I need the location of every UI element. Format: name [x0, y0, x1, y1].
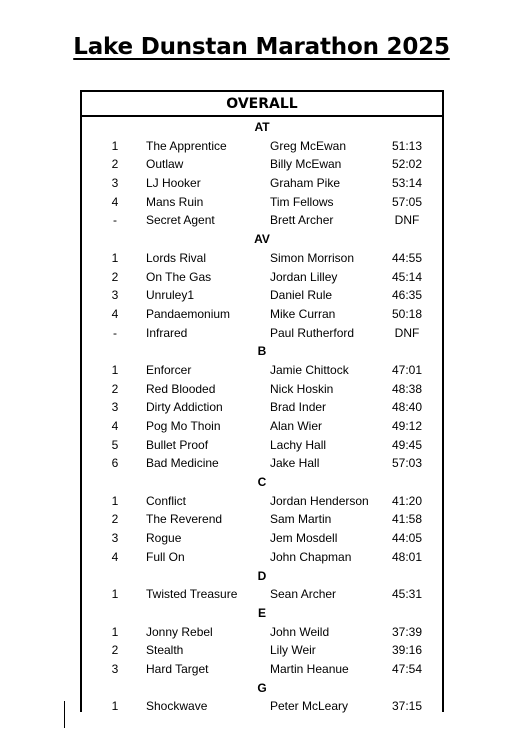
- table-row: [82, 174, 442, 193]
- time-cell: 45:31: [391, 587, 423, 602]
- time-cell: 51:13: [391, 138, 423, 153]
- position-cell: 4: [111, 306, 119, 321]
- table-row: [82, 641, 442, 660]
- entry-name-cell: Secret Agent: [146, 213, 215, 228]
- table-row: [82, 361, 442, 380]
- time-cell: DNF: [394, 325, 420, 340]
- driver-cell: John Chapman: [270, 549, 352, 564]
- driver-cell: Mike Curran: [270, 306, 336, 321]
- driver-cell: Lily Weir: [270, 643, 316, 658]
- driver-cell: Billy McEwan: [270, 157, 342, 172]
- position-cell: 3: [111, 176, 119, 191]
- entry-name-cell: LJ Hooker: [146, 176, 201, 191]
- driver-cell: Daniel Rule: [270, 288, 333, 303]
- driver-cell: Peter McLeary: [270, 699, 349, 714]
- entry-name-cell: Bad Medicine: [146, 456, 219, 471]
- entry-name-cell: Twisted Treasure: [146, 587, 238, 602]
- time-cell: 48:01: [391, 549, 423, 564]
- position-cell: 3: [111, 531, 119, 546]
- position-cell: 1: [111, 587, 119, 602]
- driver-cell: Brett Archer: [270, 213, 334, 228]
- class-header: AV: [254, 232, 270, 247]
- time-cell: 49:45: [391, 437, 423, 452]
- table-row: [82, 548, 442, 567]
- entry-name-cell: Bullet Proof: [146, 437, 209, 452]
- entry-name-cell: Rogue: [146, 531, 182, 546]
- driver-cell: Nick Hoskin: [270, 381, 334, 396]
- entry-name-cell: Jonny Rebel: [146, 624, 213, 639]
- position-cell: 2: [111, 643, 119, 658]
- table-row: [82, 193, 442, 212]
- results-body: [82, 117, 442, 716]
- position-cell: 3: [111, 288, 119, 303]
- driver-cell: Alan Wier: [270, 419, 323, 433]
- table-row: [82, 324, 442, 343]
- time-cell: 44:05: [391, 531, 423, 546]
- driver-cell: Lachy Hall: [270, 437, 327, 452]
- table-row: [82, 436, 442, 455]
- time-cell: 39:16: [391, 643, 423, 658]
- entry-name-cell: Red Blooded: [146, 381, 216, 396]
- position-cell: -: [113, 213, 117, 228]
- driver-cell: John Weild: [270, 624, 330, 639]
- text-cursor: [64, 701, 65, 728]
- driver-cell: Greg McEwan: [270, 138, 347, 153]
- table-row: [82, 623, 442, 642]
- driver-cell: Jem Mosdell: [270, 531, 338, 546]
- driver-cell: Sam Martin: [270, 512, 332, 527]
- class-header: E: [257, 605, 266, 620]
- entry-name-cell: Full On: [146, 549, 185, 564]
- time-cell: 57:03: [391, 456, 423, 471]
- entry-name-cell: Infrared: [146, 325, 188, 340]
- position-cell: 3: [111, 661, 119, 676]
- time-cell: 41:58: [391, 512, 423, 527]
- table-row: [82, 492, 442, 511]
- driver-cell: Paul Rutherford: [270, 325, 355, 340]
- driver-cell: Graham Pike: [270, 176, 341, 191]
- position-cell: -: [113, 325, 117, 340]
- table-row: [82, 398, 442, 417]
- entry-name-cell: On The Gas: [146, 269, 212, 284]
- entry-name-cell: Pandaemonium: [146, 306, 231, 321]
- entry-name-cell: Pog Mo Thoin: [146, 419, 221, 433]
- driver-cell: Martin Heanue: [270, 661, 349, 676]
- document-title: Lake Dunstan Marathon 2025: [73, 34, 450, 60]
- table-row: [82, 155, 442, 174]
- position-cell: 1: [111, 138, 119, 153]
- results-table: [80, 90, 444, 712]
- table-row: [82, 417, 442, 436]
- entry-name-cell: Stealth: [146, 643, 184, 658]
- driver-cell: Sean Archer: [270, 587, 337, 602]
- table-row: [82, 585, 442, 604]
- driver-cell: Jake Hall: [270, 456, 320, 471]
- entry-name-cell: The Reverend: [146, 512, 223, 527]
- position-cell: 1: [111, 699, 119, 714]
- time-cell: DNF: [394, 213, 420, 228]
- table-row: [82, 454, 442, 473]
- entry-name-cell: The Apprentice: [146, 138, 227, 153]
- time-cell: 57:05: [391, 194, 423, 209]
- driver-cell: Brad Inder: [270, 400, 327, 415]
- position-cell: 3: [111, 400, 119, 415]
- time-cell: 37:39: [391, 624, 423, 639]
- driver-cell: Jordan Henderson: [270, 493, 369, 508]
- entry-name-cell: Unruley1: [146, 288, 195, 303]
- time-cell: 41:20: [391, 493, 423, 508]
- entry-name-cell: Shockwave: [146, 699, 208, 714]
- position-cell: 1: [111, 624, 119, 639]
- position-cell: 6: [111, 456, 119, 471]
- time-cell: 47:54: [391, 661, 423, 676]
- time-cell: 37:15: [391, 699, 423, 714]
- entry-name-cell: Lords Rival: [146, 250, 207, 265]
- class-header: AT: [254, 120, 270, 134]
- position-cell: 4: [111, 419, 119, 433]
- entry-name-cell: Hard Target: [146, 661, 209, 676]
- table-row: [82, 305, 442, 324]
- table-row: [82, 660, 442, 679]
- driver-cell: Jordan Lilley: [270, 269, 338, 284]
- table-row: [82, 249, 442, 268]
- time-cell: 44:55: [391, 250, 423, 265]
- driver-cell: Jamie Chittock: [270, 362, 349, 377]
- table-row: [82, 268, 442, 287]
- time-cell: 46:35: [391, 288, 423, 303]
- table-row: [82, 697, 442, 716]
- entry-name-cell: Outlaw: [146, 157, 184, 172]
- table-row: [82, 211, 442, 230]
- time-cell: 52:02: [391, 157, 423, 172]
- class-header: G: [257, 680, 267, 695]
- time-cell: 50:18: [391, 306, 423, 321]
- time-cell: 47:01: [391, 362, 423, 377]
- driver-cell: Tim Fellows: [270, 194, 334, 209]
- entry-name-cell: Mans Ruin: [146, 194, 204, 209]
- table-row: [82, 380, 442, 399]
- position-cell: 2: [111, 157, 119, 172]
- entry-name-cell: Conflict: [146, 493, 187, 508]
- position-cell: 2: [111, 269, 119, 284]
- class-header: C: [257, 475, 267, 490]
- position-cell: 2: [111, 381, 119, 396]
- entry-name-cell: Enforcer: [146, 362, 192, 377]
- entry-name-cell: Dirty Addiction: [146, 400, 223, 415]
- position-cell: 4: [111, 549, 119, 564]
- class-header: B: [257, 344, 267, 359]
- table-row: [82, 510, 442, 529]
- position-cell: 2: [111, 512, 119, 527]
- position-cell: 1: [111, 493, 119, 508]
- position-cell: 4: [111, 194, 119, 209]
- table-row: [82, 286, 442, 305]
- driver-cell: Simon Morrison: [270, 250, 355, 265]
- time-cell: 53:14: [391, 176, 423, 191]
- table-row: [82, 529, 442, 548]
- position-cell: 1: [111, 250, 119, 265]
- table-row: [82, 137, 442, 156]
- class-header: D: [257, 568, 267, 583]
- position-cell: 1: [111, 362, 119, 377]
- position-cell: 5: [111, 437, 119, 452]
- time-cell: 48:38: [391, 381, 423, 396]
- time-cell: 49:12: [391, 419, 423, 433]
- time-cell: 48:40: [391, 400, 423, 415]
- table-heading: OVERALL: [82, 92, 442, 117]
- time-cell: 45:14: [391, 269, 423, 284]
